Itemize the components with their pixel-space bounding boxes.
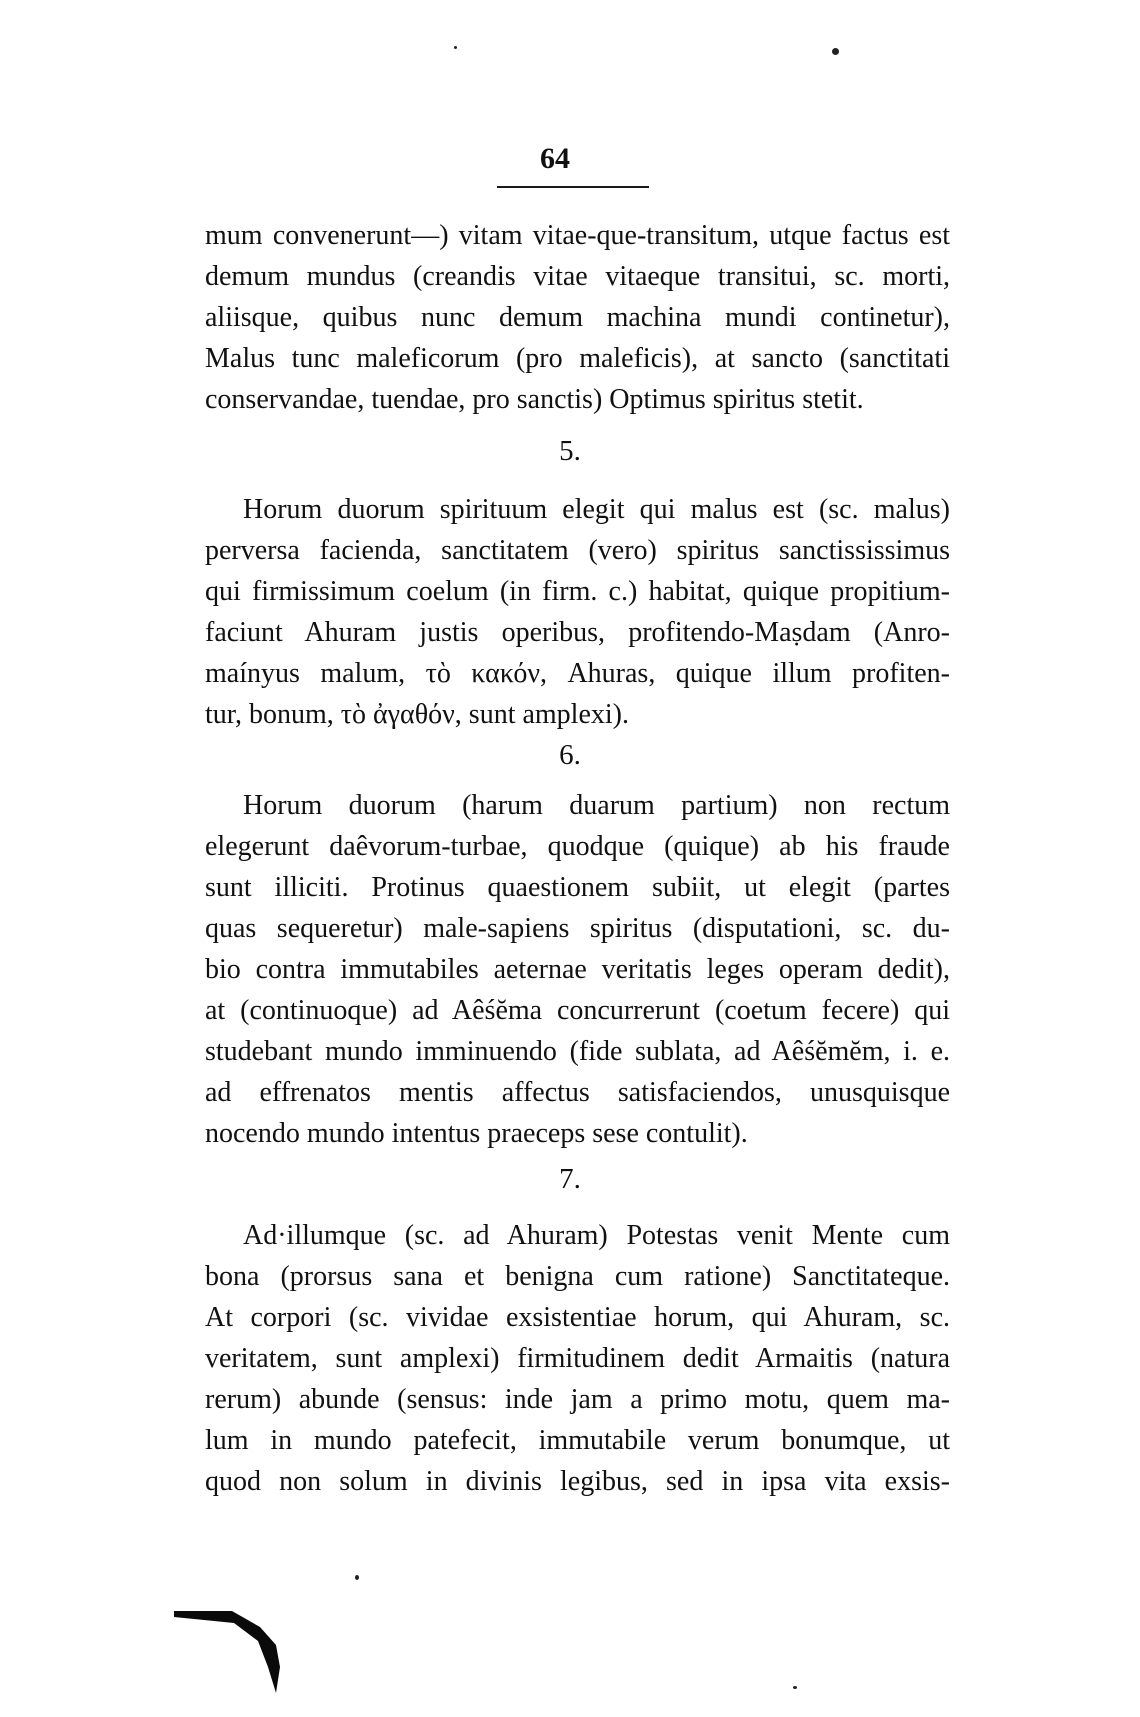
text-line: quas sequeretur) male-sapiens spiritus (disputationi, sc. du- — [205, 913, 950, 944]
text-line: qui firmissimum coelum (in firm. c.) habitat, quique propitium- — [205, 576, 950, 607]
paragraph-3 — [205, 785, 950, 1154]
text-line: quod non solum in divinis legibus, sed in ipsa vita exsis- — [205, 1466, 950, 1497]
section-number-7: 7. — [559, 1163, 581, 1195]
paragraph-2 — [205, 489, 950, 735]
text-line: At corpori (sc. vividae exsistentiae horum, qui Ahuram, sc. — [205, 1302, 950, 1333]
text-line: veritatem, sunt amplexi) firmitudinem dedit Armaitis (natura — [205, 1343, 950, 1374]
paragraph-4 — [205, 1215, 950, 1502]
text-line: conservandae, tuendae, pro sanctis) Optimus spiritus stetit. — [205, 384, 864, 415]
text-line: demum mundus (creandis vitae vitaeque transitui, sc. morti, — [205, 261, 950, 292]
text-line: bio contra immutabiles aeternae veritatis leges operam dedit), — [205, 954, 950, 985]
text-line: maínyus malum, τὸ κακόν, Ahuras, quique illum profiten- — [205, 658, 950, 689]
scan-scratch-mark — [172, 1597, 292, 1697]
text-line: elegerunt daêvorum-turbae, quodque (quique) ab his fraude — [205, 831, 950, 862]
text-line: at (continuoque) ad Aêśĕma concurrerunt (coetum fecere) qui — [205, 995, 950, 1026]
text-line: bona (prorsus sana et benigna cum ratione) Sanctitateque. — [205, 1261, 950, 1292]
page-number: 64 — [540, 142, 570, 175]
page-number-rule — [497, 186, 649, 188]
text-line: nocendo mundo intentus praeceps sese contulit). — [205, 1118, 748, 1149]
text-line: lum in mundo patefecit, immutabile verum bonumque, ut — [205, 1425, 950, 1456]
text-line: tur, bonum, τὸ ἀγαθόν, sunt amplexi). — [205, 699, 629, 730]
text-line: sunt illiciti. Protinus quaestionem subiit, ut elegit (partes — [205, 872, 950, 903]
text-line: Horum duorum (harum duarum partium) non rectum — [243, 790, 950, 821]
scan-speck — [454, 46, 457, 49]
text-line: mum convenerunt—) vitam vitae-que-transitum, utque factus est — [205, 220, 950, 251]
text-line: Malus tunc maleficorum (pro maleficis), at sancto (sanctitati — [205, 343, 950, 374]
text-line: studebant mundo imminuendo (fide sublata, ad Aêśĕmĕm, i. e. — [205, 1036, 950, 1067]
section-number-6: 6. — [559, 739, 581, 771]
scan-speck — [793, 1686, 797, 1689]
text-line: Ad·illumque (sc. ad Ahuram) Potestas venit Mente cum — [243, 1220, 950, 1251]
scan-speck — [832, 48, 839, 55]
paragraph-1 — [205, 215, 950, 420]
text-line: aliisque, quibus nunc demum machina mundi continetur), — [205, 302, 950, 333]
text-line: perversa facienda, sanctitatem (vero) spiritus sanctississimus — [205, 535, 950, 566]
section-number-5: 5. — [559, 435, 581, 467]
scan-speck — [355, 1575, 359, 1580]
text-line: Horum duorum spirituum elegit qui malus est (sc. malus) — [243, 494, 950, 525]
text-line: rerum) abunde (sensus: inde jam a primo motu, quem ma- — [205, 1384, 950, 1415]
text-line: faciunt Ahuram justis operibus, profitendo-Maṣdam (Anro- — [205, 617, 950, 648]
text-line: ad effrenatos mentis affectus satisfaciendos, unusquisque — [205, 1077, 950, 1108]
